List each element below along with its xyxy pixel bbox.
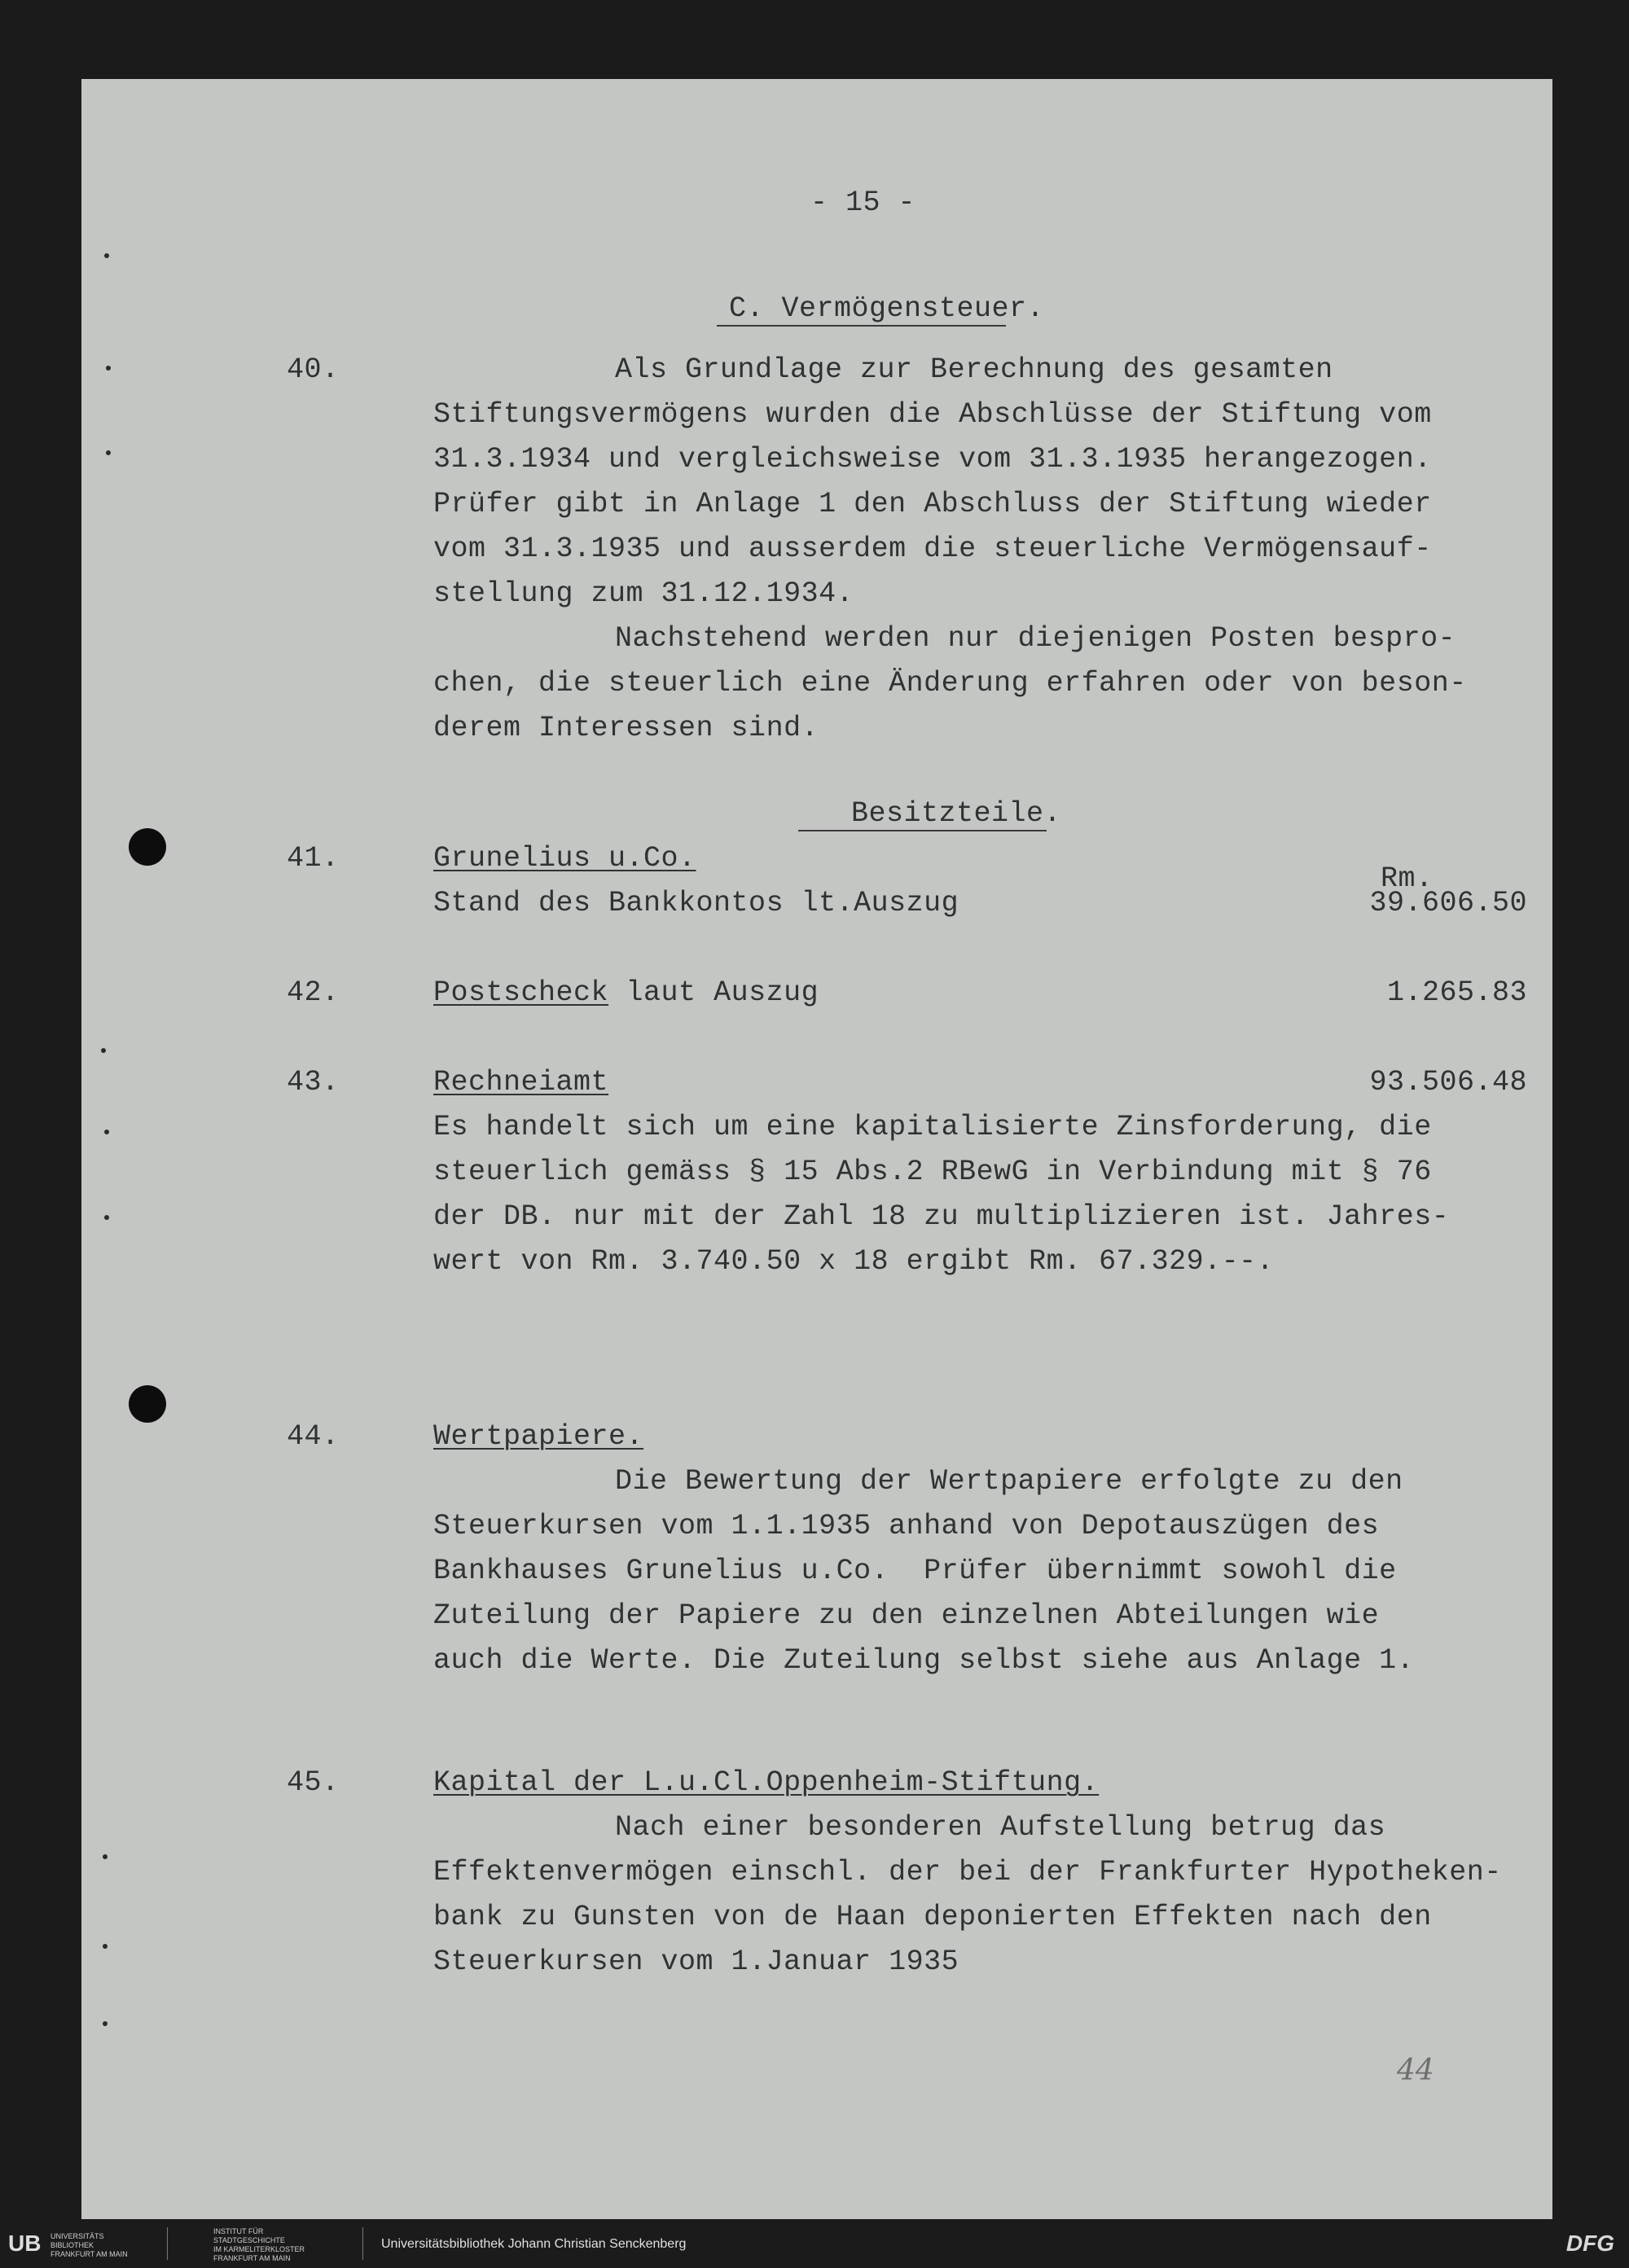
margin-mark bbox=[103, 1854, 108, 1859]
margin-mark bbox=[103, 2021, 108, 2026]
subtitle-underline bbox=[798, 830, 1047, 831]
item43-line-4: wert von Rm. 3.740.50 x 18 ergibt Rm. 67.329.--. bbox=[433, 1245, 1275, 1278]
handwritten-note: 44 bbox=[1397, 2054, 1434, 2087]
margin-mark bbox=[106, 450, 111, 455]
item42-line bbox=[433, 971, 819, 1016]
item45-line-4: Steuerkursen vom 1.Januar 1935 bbox=[433, 1946, 959, 1978]
margin-mark bbox=[104, 1130, 109, 1134]
item43-line-3: der DB. nur mit der Zahl 18 zu multiplizieren ist. Jahres- bbox=[433, 1200, 1450, 1233]
item42-title: Postscheck bbox=[433, 976, 609, 1009]
item-number-44: 44. bbox=[287, 1420, 340, 1453]
section-title-underline bbox=[717, 325, 1006, 327]
item44-line-1: Die Bewertung der Wertpapiere erfolgte zu den bbox=[615, 1465, 1403, 1498]
item41-currency: Rm. bbox=[1381, 862, 1434, 895]
item41-text: Stand des Bankkontos lt.Auszug bbox=[433, 887, 959, 919]
item43-line-1: Es handelt sich um eine kapitalisierte Zinsforderung, die bbox=[433, 1111, 1432, 1143]
item45-line-2: Effektenvermögen einschl. der bei der Frankfurter Hypotheken- bbox=[433, 1856, 1502, 1889]
item45-line-3: bank zu Gunsten von de Haan deponierten Effekten nach den bbox=[433, 1901, 1432, 1933]
item-number-41: 41. bbox=[287, 842, 340, 875]
para40-line-8: chen, die steuerlich eine Änderung erfahren oder von beson- bbox=[433, 667, 1467, 700]
ub-logo-text: UNIVERSITÄTS BIBLIOTHEK FRANKFURT AM MAIN bbox=[50, 2232, 128, 2258]
item42-text: laut Auszug bbox=[608, 976, 819, 1009]
document-page bbox=[81, 79, 1552, 2219]
para40-line-2: Stiftungsvermögens wurden die Abschlüsse der Stiftung vom bbox=[433, 398, 1432, 431]
item-number-45: 45. bbox=[287, 1766, 340, 1799]
para40-line-6: stellung zum 31.12.1934. bbox=[433, 577, 854, 610]
footer-separator bbox=[362, 2227, 363, 2260]
item41-title: Grunelius u.Co. bbox=[433, 842, 696, 875]
item44-title: Wertpapiere. bbox=[433, 1420, 644, 1453]
item43-title: Rechneiamt bbox=[433, 1066, 609, 1099]
subtitle-besitzteile: Besitzteile. bbox=[851, 797, 1062, 830]
item45-line-1: Nach einer besonderen Aufstellung betrug das bbox=[615, 1811, 1386, 1844]
institut-logo-text: INSTITUT FÜR STADTGESCHICHTE IM KARMELITERKLOSTER FRANKFURT AM MAIN bbox=[213, 2227, 305, 2262]
punch-hole-top bbox=[129, 828, 166, 866]
para40-line-5: vom 31.3.1935 und ausserdem die steuerliche Vermögensauf- bbox=[433, 533, 1432, 565]
page-number: - 15 - bbox=[810, 186, 916, 219]
punch-hole-bottom bbox=[129, 1385, 166, 1423]
ub-logo-icon: UB bbox=[8, 2231, 42, 2256]
margin-mark bbox=[101, 1048, 106, 1053]
item43-line-2: steuerlich gemäss § 15 Abs.2 RBewG in Verbindung mit § 76 bbox=[433, 1156, 1432, 1188]
margin-mark bbox=[104, 1215, 109, 1220]
library-name: Universitätsbibliothek Johann Christian Senckenberg bbox=[381, 2237, 687, 2251]
item44-line-5: auch die Werte. Die Zuteilung selbst siehe aus Anlage 1. bbox=[433, 1644, 1415, 1677]
margin-mark bbox=[104, 253, 109, 258]
para40-line-7: Nachstehend werden nur diejenigen Posten bespro- bbox=[615, 622, 1456, 655]
dfg-logo-icon: DFG bbox=[1565, 2231, 1614, 2256]
para40-line-3: 31.3.1934 und vergleichsweise vom 31.3.1935 herangezogen. bbox=[433, 443, 1432, 476]
footer-bar bbox=[0, 2219, 1629, 2268]
item45-title: Kapital der L.u.Cl.Oppenheim-Stiftung. bbox=[433, 1766, 1100, 1799]
item41-amount: 39.606.50 bbox=[1369, 887, 1527, 919]
item-number-42: 42. bbox=[287, 976, 340, 1009]
item-number-43: 43. bbox=[287, 1066, 340, 1099]
item44-line-3: Bankhauses Grunelius u.Co. Prüfer übernimmt sowohl die bbox=[433, 1555, 1397, 1587]
margin-mark bbox=[103, 1944, 108, 1949]
margin-mark bbox=[106, 366, 111, 371]
footer-separator bbox=[167, 2227, 168, 2260]
section-title: C. Vermögensteuer. bbox=[729, 292, 1045, 325]
paragraph-number-40: 40. bbox=[287, 353, 340, 386]
para40-line-1: Als Grundlage zur Berechnung des gesamten bbox=[615, 353, 1333, 386]
item43-amount: 93.506.48 bbox=[1369, 1066, 1527, 1099]
item44-line-4: Zuteilung der Papiere zu den einzelnen Abteilungen wie bbox=[433, 1599, 1380, 1632]
para40-line-9: derem Interessen sind. bbox=[433, 712, 819, 744]
para40-line-4: Prüfer gibt in Anlage 1 den Abschluss der Stiftung wieder bbox=[433, 488, 1432, 520]
item44-line-2: Steuerkursen vom 1.1.1935 anhand von Depotauszügen des bbox=[433, 1510, 1380, 1542]
item42-amount: 1.265.83 bbox=[1386, 976, 1527, 1009]
